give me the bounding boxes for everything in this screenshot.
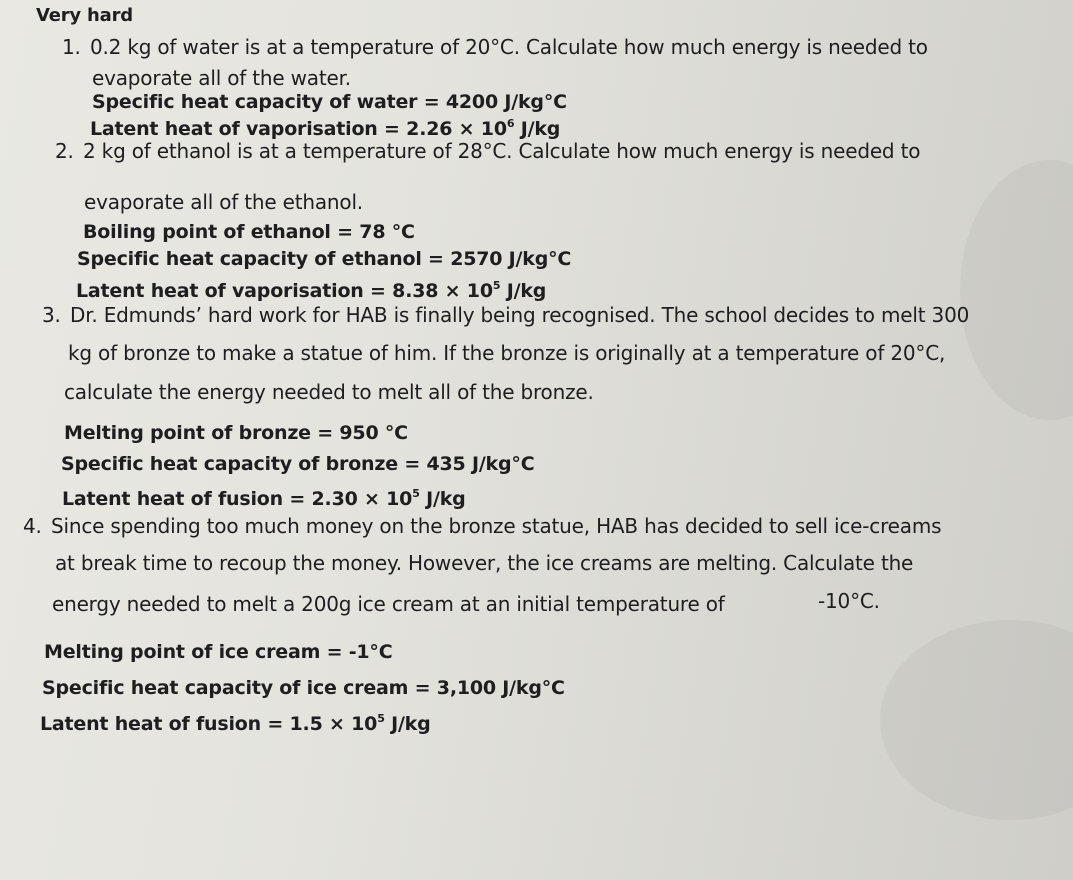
question-2-specific-heat: Specific heat capacity of ethanol = 2570 J/kg°C [77,248,572,270]
question-1-latent-heat-exponent: 6 [506,117,515,130]
question-2-text-1: 2 kg of ethanol is at a temperature of 28°C. Calculate how much energy is needed to [83,139,921,163]
question-3-melting-point: Melting point of bronze = 950 °C [64,422,408,444]
question-1-line-2: evaporate all of the water. [92,66,351,90]
question-1-number: 1. [62,35,81,59]
question-4-initial-temperature: -10°C. [818,589,880,613]
question-4-melting-point: Melting point of ice cream = -1°C [44,641,393,663]
question-2-number: 2. [55,139,74,163]
question-4-line-2: at break time to recoup the money. However, the ice creams are melting. Calculate the [55,551,914,575]
question-2-line-2: evaporate all of the ethanol. [84,190,363,214]
question-4-text-1: Since spending too much money on the bronze statue, HAB has decided to sell ice-creams [51,514,942,538]
question-4-number: 4. [23,514,42,538]
question-1-specific-heat: Specific heat capacity of water = 4200 J/kg°C [92,91,567,113]
question-2-latent-heat [76,279,546,303]
question-1-line-1 [62,35,928,59]
question-3-number: 3. [42,303,61,327]
question-1-latent-heat [90,117,560,141]
paper-shadow [880,620,1073,820]
question-3-latent-heat-base: Latent heat of fusion = 2.30 × 10 [62,488,413,510]
question-3-line-3: calculate the energy needed to melt all of the bronze. [64,380,594,404]
question-3-line-1 [42,303,969,327]
question-4-line-3 [52,592,725,616]
question-2-latent-heat-exponent: 5 [492,279,501,292]
question-2-latent-heat-unit: J/kg [500,280,547,302]
paper-shadow [960,160,1073,420]
question-3-specific-heat: Specific heat capacity of bronze = 435 J/kg°C [61,453,535,475]
question-1-text-1: 0.2 kg of water is at a temperature of 20°C. Calculate how much energy is needed to [90,35,928,59]
question-3-latent-heat-unit: J/kg [419,488,466,510]
question-4-latent-heat-unit: J/kg [384,713,431,735]
question-4-specific-heat: Specific heat capacity of ice cream = 3,100 J/kg°C [42,677,565,699]
question-4-latent-heat-exponent: 5 [377,712,385,725]
question-4-latent-heat-base: Latent heat of fusion = 1.5 × 10 [40,713,378,735]
question-3-latent-heat [62,487,466,511]
question-1-latent-heat-unit: J/kg [514,118,561,140]
question-4-latent-heat [40,712,431,736]
question-3-latent-heat-exponent: 5 [412,487,420,500]
question-4-text-3: energy needed to melt a 200g ice cream at an initial temperature of [52,592,725,616]
question-2-latent-heat-base: Latent heat of vaporisation = 8.38 × 10 [76,280,493,302]
section-heading: Very hard [36,5,133,26]
question-1-latent-heat-base: Latent heat of vaporisation = 2.26 × 10 [90,118,507,140]
question-3-line-2: kg of bronze to make a statue of him. If the bronze is originally at a temperature of 20°C, [68,341,946,365]
question-3-text-1: Dr. Edmunds’ hard work for HAB is finally being recognised. The school decides to melt 300 [70,303,970,327]
question-4-line-1 [23,514,941,538]
question-2-line-1 [55,139,920,163]
question-2-boiling-point: Boiling point of ethanol = 78 °C [83,221,415,243]
